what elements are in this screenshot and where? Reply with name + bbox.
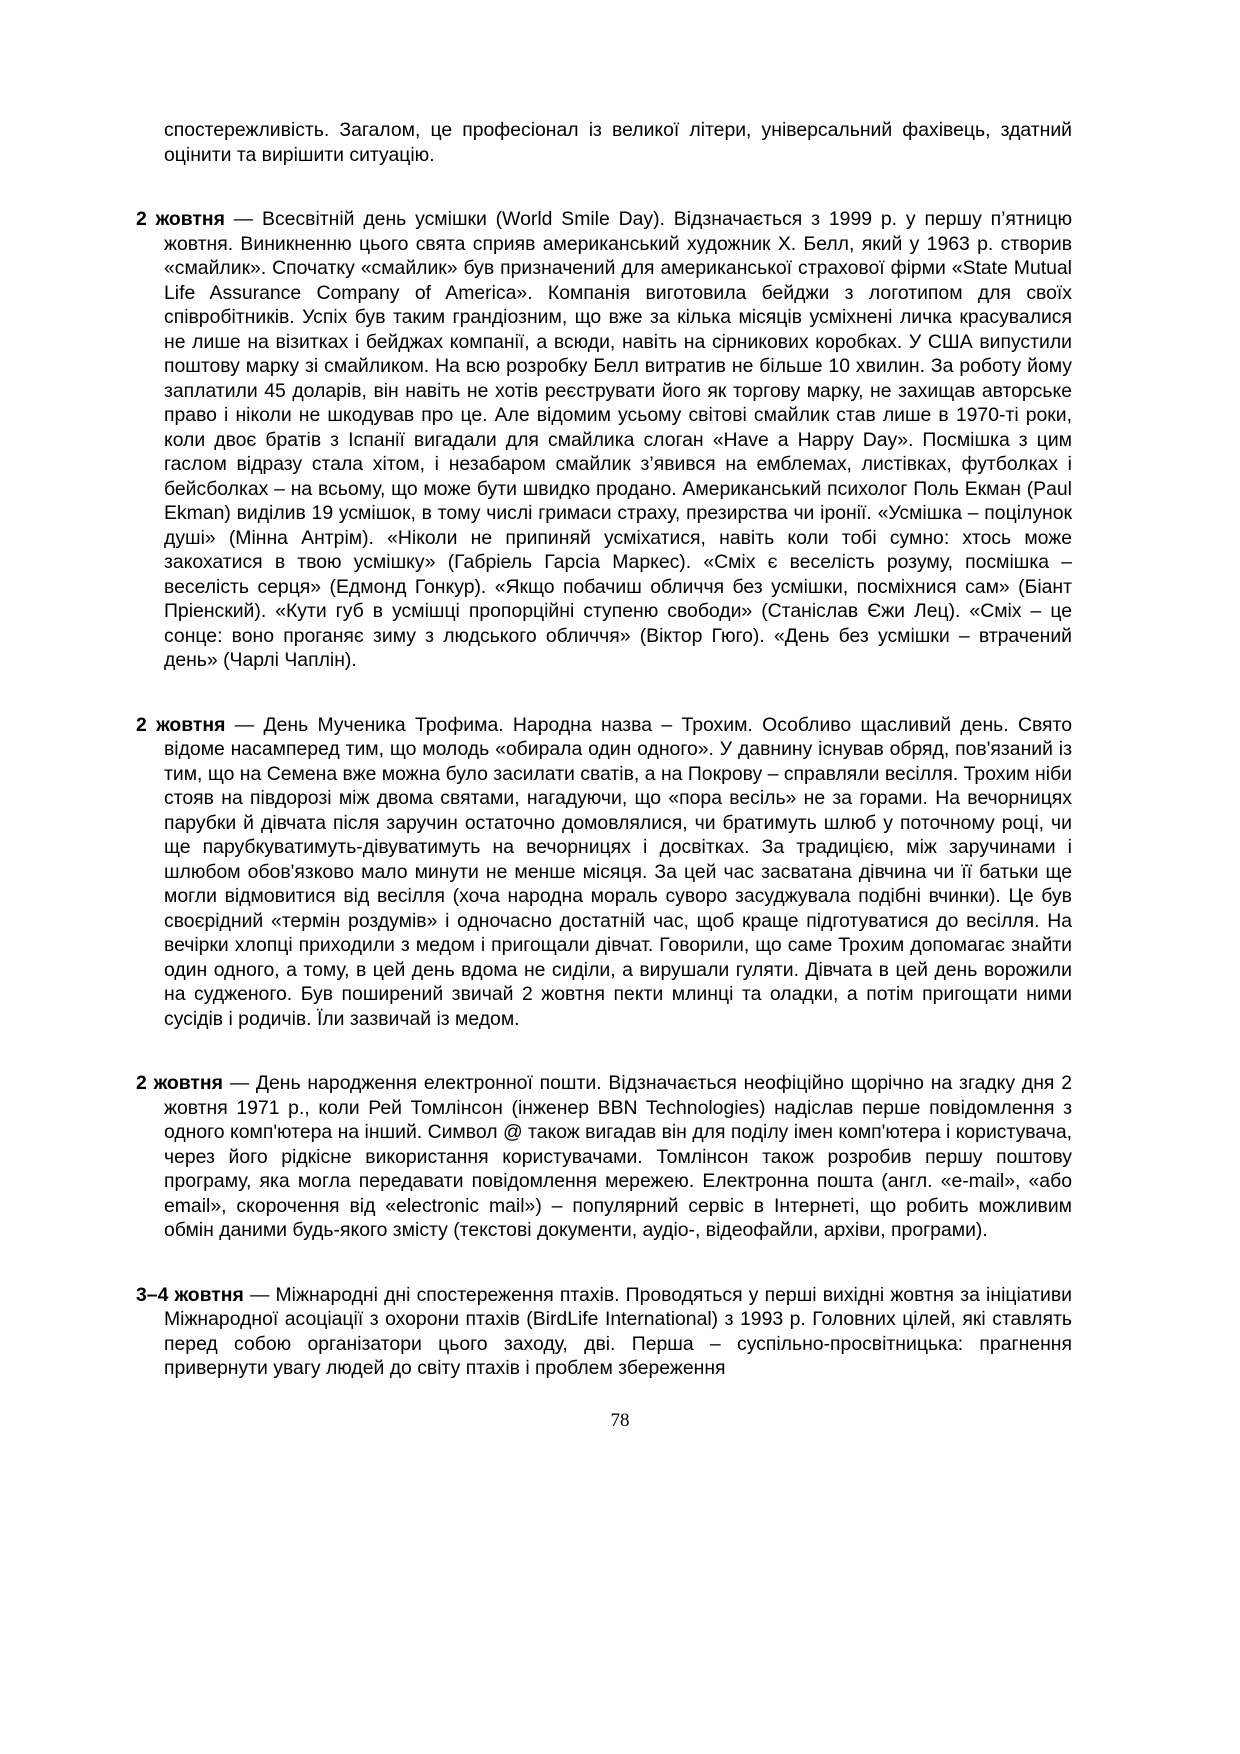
continuation-paragraph: спостережливість. Загалом, це професіонал із великої літери, універсальний фахівець, здатний оцінити та вирішити ситуацію.	[164, 119, 1072, 166]
entry-email-birthday	[136, 1071, 1072, 1243]
entry-body: — День Мученика Трофима. Народна назва – Трохим. Особливо щасливий день. Свято відоме насамперед тим, що молодь «обирала один одного». У давнину існував обряд, пов'язаний із тим, що на Семена вже можна було засилати сватів, а на Покрову – справляли весілля. Трохим ніби стояв на півдорозі між двома святами, нагадуючи, що «пора весіль» не за горами. На вечорницях парубки й дівчата після заручин остаточно домовлялися, чи братимуть шлюб у поточному році, чи ще парубкуватимуть-дівуватимуть на вечорницях і досвітках. За традицією, між заручинами і шлюбом обов'язково мало минути не менше місяця. За цей час засватана дівчина чи її батьки ще могли відмовитися від весілля (хоча народна мораль суворо засуджувала подібні вчинки). Це був своєрідний «термін роздумів» і одночасно достатній час, щоб краще підготуватися до весілля. На вечірки хлопці приходили з медом і пригощали дівчат. Говорили, що саме Трохим допомагає знайти один одного, а тому, в цей день вдома не сиділи, а вирушали гуляти. Дівчата в цей день ворожили на судженого. Був поширений звичай 2 жовтня пекти млинці та оладки, а потім пригощати ними сусідів і родичів. Їли зазвичай із медом.	[164, 713, 1072, 1030]
entry-date: 2 жовтня	[136, 713, 226, 736]
entry-body: — Міжнародні дні спостереження птахів. Проводяться у перші вихідні жовтня за ініціативи Міжнародної асоціації з охорони птахів (BirdLife International) з 1993 р. Головних цілей, які ставлять перед собою організатори цього заходу, дві. Перша – суспільно-просвітницька: прагнення привернути увагу людей до світу птахів і проблем збереження	[164, 1283, 1072, 1379]
page-content	[136, 118, 1072, 1381]
entry-body: — Всесвітній день усмішки (World Smile Day). Відзначається з 1999 р. у першу п’ятницю жовтня. Виникненню цього свята сприяв американський художник Х. Белл, який у 1963 р. створив «смайлик». Спочатку «смайлик» був призначений для американської страхової фірми «State Mutual Life Assurance Company of America». Компанія виготовила бейджи з логотипом для своїх співробітників. Успіх був таким грандіозним, що вже за кілька місяців усміхнені личка красувалися не лише на візитках і бейджах компанії, а всюди, навіть на сірникових коробках. У США випустили поштову марку зі смайликом. На всю розробку Белл витратив не більше 10 хвилин. За роботу йому заплатили 45 доларів, він навіть не хотів реєструвати його як торгову марку, не захищав авторське право і ніколи не шкодував про це. Але відомим усьому світові смайлик став лише в 1970-ті роки, коли двоє братів з Іспанії вигадали для смайлика слоган «Have a Happy Day». Посмішка з цим гаслом відразу стала хітом, і незабаром смайлик з’явився на емблемах, листівках, футболках і бейсболках – на всьому, що може бути швидко продано. Американський психолог Поль Екман (Paul Ekman) виділив 19 усмішок, в тому числі гримаси страху, презирства чи іронії. «Усмішка – поцілунок душі» (Мінна Антрім). «Ніколи не припиняй усміхатися, навіть коли тобі сумно: хтось може закохатися в твою усмішку» (Габріель Гарсіа Маркес). «Сміх є веселість розуму, посмішка – веселість серця» (Едмонд Гонкур). «Якщо побачиш обличчя без усмішки, посміхнися сам» (Біант Пріенский). «Кути губ в усмішці пропорційні ступеню свободи» (Станіслав Єжи Лец). «Сміх – це сонце: воно проганяє зиму з людського обличчя» (Віктор Гюго). «День без усмішки – втрачений день» (Чарлі Чаплін).	[164, 208, 1073, 671]
page-number: 78	[610, 1410, 630, 1431]
entry-world-smile-day	[136, 207, 1072, 673]
entry-martyr-trofym-day	[136, 713, 1072, 1032]
entry-date: 2 жовтня	[136, 208, 225, 230]
entry-body: — День народження електронної пошти. Відзначається неофіційно щорічно на згадку дня 2 жовтня 1971 р., коли Рей Томлінсон (інженер BBN Technologies) надіслав перше повідомлення з одного комп'ютера на інший. Символ @ також вигадав він для поділу імен комп'ютера і користувача, через його рідкісне використання користувачами. Томлінсон також розробив першу поштову програму, яка могла передавати повідомлення мережею. Електронна пошта (англ. «e-mail», «або email», скорочення від «electronic mail») – популярний сервіс в Інтернеті, що робить можливим обмін даними будь-якого змісту (текстові документи, аудіо-, відеофайли, архіви, програми).	[164, 1072, 1073, 1241]
entry-date: 2 жовтня	[136, 1072, 223, 1094]
entry-date: 3–4 жовтня	[136, 1283, 244, 1306]
entry-bird-watching-days	[136, 1283, 1072, 1381]
